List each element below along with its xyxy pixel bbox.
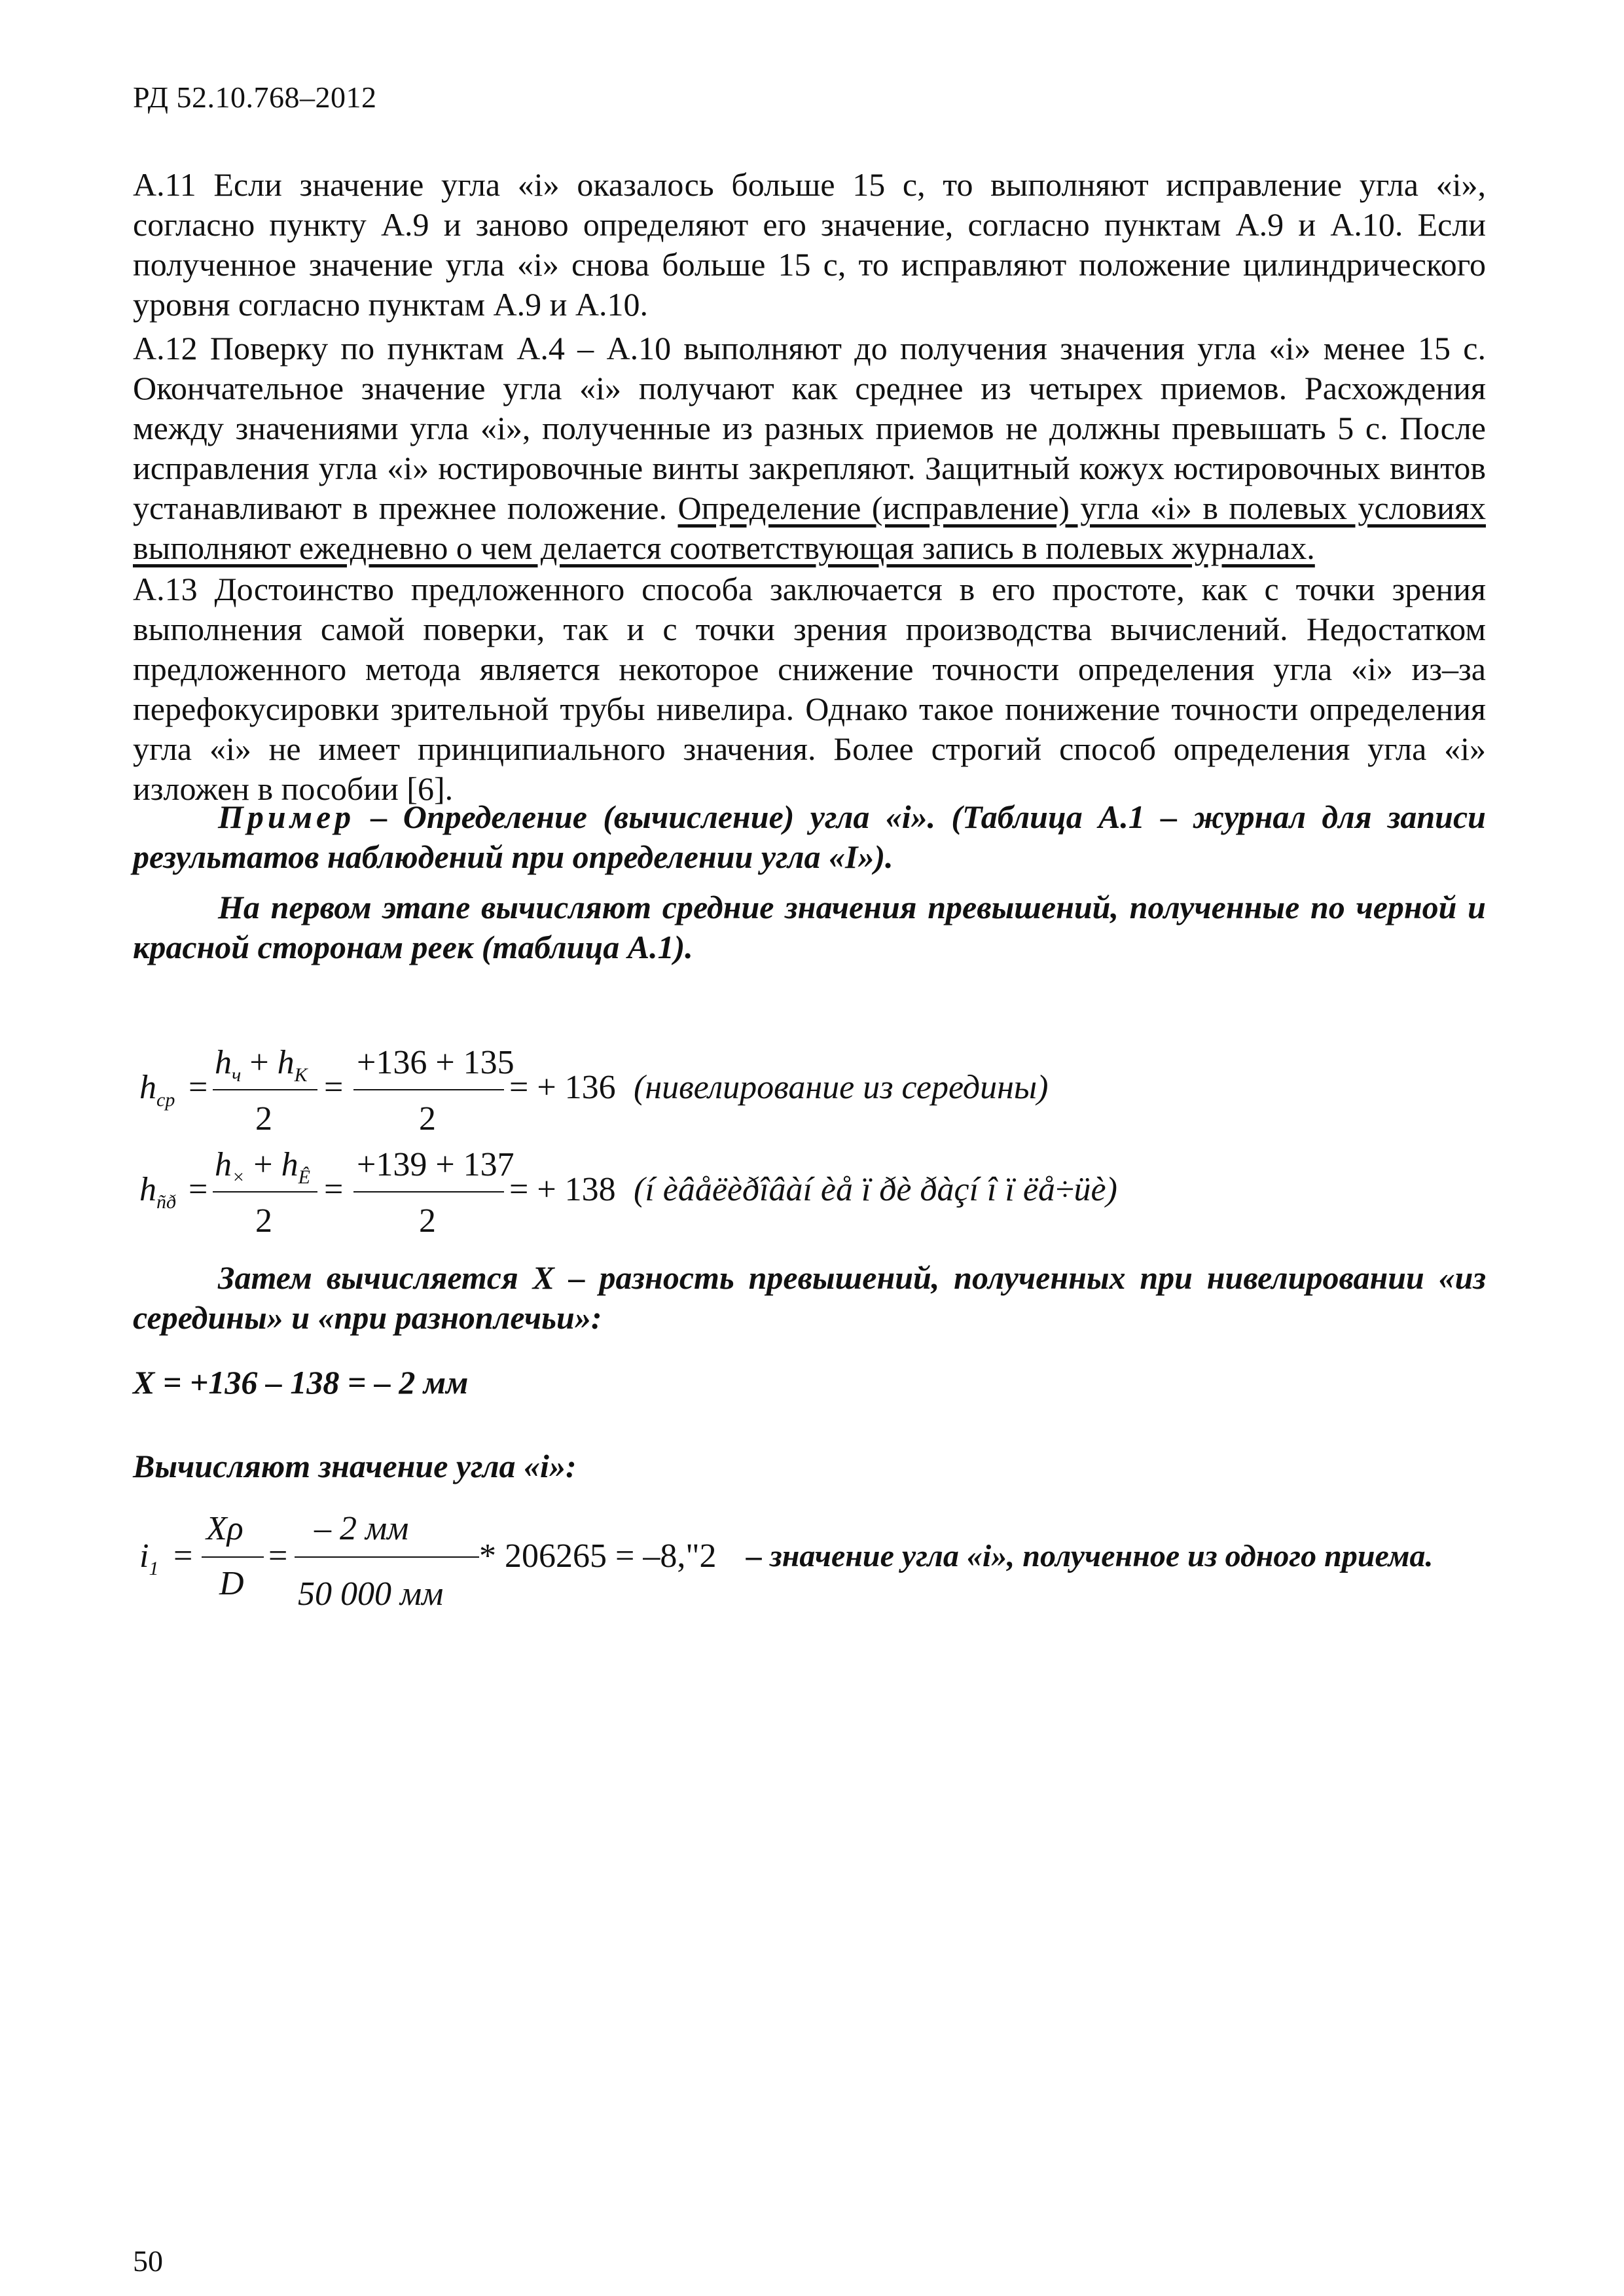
formula-2-values-denominator: 2	[419, 1202, 436, 1240]
formula-3-denominator: D	[219, 1565, 244, 1602]
example-intro	[133, 797, 1486, 877]
formula-1-denominator: 2	[255, 1100, 272, 1138]
formula-2-result: = + 138	[509, 1171, 616, 1208]
example-step1: На первом этапе вычисляют средние значения превышений, полученные по черной и красной сторонам реек (таблица А.1).	[133, 889, 1486, 965]
example-step2: Затем вычисляется Х – разность превышений, полученных при нивелировании «из середины» и «при разноплечьи»:	[133, 1259, 1486, 1336]
document-header: РД 52.10.768–2012	[133, 81, 377, 114]
formula-1-lhs: $h_{ср}$	[139, 1069, 175, 1111]
formula-2-numerator: $h_\times + h_Ê$	[215, 1146, 310, 1188]
paragraph-a13	[133, 569, 1486, 809]
paragraph-a11-text: А.11 Если значение угла «i» оказалось больше 15 с, то выполняют исправление угла «i», согласно пункту А.9 и заново определяют его значение, согласно пунктам А.9 и А.10. Если полученное значение угла «i» снова больше 15 с, то исправляют положение цилиндрического уровня согласно пунктам А.9 и А.10.	[133, 166, 1486, 323]
fraction-line	[295, 1556, 479, 1558]
formula-1-values-denominator: 2	[419, 1100, 436, 1138]
fraction-line	[213, 1089, 317, 1090]
fraction-line	[213, 1191, 317, 1193]
example-label: Пример	[218, 798, 355, 835]
formula-3-numerator: Xρ	[206, 1510, 244, 1547]
formula-1-result: = + 136	[509, 1069, 616, 1106]
example-intro-text: – Определение (вычисление) угла «i». (Таблица А.1 – журнал для записи результатов наблюдений при определении угла «I»).	[133, 798, 1486, 875]
formula-3-comment: – значение угла «i», полученное из одного приема.	[746, 1539, 1434, 1573]
page-number: 50	[133, 2244, 163, 2278]
fraction-line	[202, 1556, 264, 1558]
formula-3-tail: * 206265 = –8,"2	[479, 1537, 717, 1575]
formula-2-note: (í èâåëèðîâàí èå ï ðè ðàçí î ï ëå÷üè)	[634, 1171, 1117, 1208]
x-formula: X = +136 – 138 = – 2 мм	[133, 1364, 469, 1401]
fraction-line	[353, 1191, 504, 1193]
paragraph-a12-text: А.12 Поверку по пунктам А.4 – А.10 выполняют до получения значения угла «i» менее 15 с. Окончательное значение угла «i» получают как среднее из четырех приемов. Расхождения между значениями угла «i», полученные из разных приемов не должны превышать 5 с. После исправления угла «i» юстировочные винты закрепляют. Защитный кожух юстировочных винтов устанавливают в прежнее положение.	[133, 330, 1486, 526]
formula-3-lhs: $i_1$	[139, 1537, 159, 1579]
formula-3-values: – 2 мм	[314, 1510, 409, 1547]
example-step3: Вычисляют значение угла «i»:	[133, 1448, 577, 1484]
formula-3-values-denominator: 50 000 мм	[298, 1575, 444, 1613]
fraction-line	[353, 1089, 504, 1090]
paragraph-a11	[133, 165, 1486, 325]
formula-1-values: +136 + 135	[357, 1044, 514, 1081]
formula-2-denominator: 2	[255, 1202, 272, 1240]
formula-1-numerator: $h_ч + h_К$	[215, 1044, 308, 1086]
paragraph-a12-underlined: Определение (исправление) угла «i» в полевых условиях выполняют ежедневно о чем делается соответствующая запись в полевых журналах.	[133, 490, 1487, 566]
paragraph-a13-text: А.13 Достоинство предложенного способа заключается в его простоте, как с точки зрения выполнения самой поверки, так и с точки зрения производства вычислений. Недостатком предложенного метода является некоторое снижение точности определения угла «i» из–за перефокусировки зрительной трубы нивелира. Однако такое понижение точности определения угла «i» не имеет принципиального значения. Более строгий способ определения угла «i» изложен в пособии [6].	[133, 571, 1486, 807]
paragraph-a12	[133, 329, 1486, 568]
formula-2-lhs: $h_{ñð}$	[139, 1171, 176, 1213]
formula-1-note: (нивелирование из середины)	[634, 1069, 1049, 1106]
formula-2-values: +139 + 137	[357, 1146, 514, 1183]
document-page: РД 52.10.768–2012 А.11 Если значение угла «i» оказалось больше 15 с, то выполняют исправление угла «i», согласно пункту А.9 и заново определяют его значение, согласно пунктам А.9 и А.10. Если полученное значение угла «i» снова больше 15 с, то исправляют положение цилиндрического уровня согласно пунктам А.9 и А.10. А.12 Поверку по пунктам А.4 – А.10 выполняют до получения значения угла «i» менее 15 с. Окончательное значение угла «i» получают как среднее из четырех приемов. Расхождения между значениями угла «i», полученные из разных приемов не должны превышать 5 с. После исправления угла «i» юстировочные винты закрепляют. Защитный кожух юстировочных винтов устанавливают в прежнее положение. Определение (исправление) угла «i» в полевых условиях выполняют ежедневно о чем делается соответствующая запись в полевых журналах. А.13 Достоинство предложенного способа заключается в его простоте, как с точки зрения выполнения самой поверки, так и с точки зрения производства вычислений. Недостатком предложенного метода является некоторое снижение точности определения угла «i» из–за перефокусировки зрительной трубы нивелира. Однако такое понижение точности определения угла «i» не имеет принципиального значения. Более строгий способ определения угла «i» изложен в пособии [6]. Пример – Определение (вычисление) угла «i». (Таблица А.1 – журнал для записи результатов наблюдений при определении угла «I»). На первом этапе вычисляют средние значения превышений, полученные по черной и красной сторонам реек (таблица А.1). $h_{ср}$ = $h_ч + h_К$ 2 = +136 + 135 2 = + 136 (нивелирование из середины) $h_{ñð}$ = $h_\times + h_Ê$ 2 = +139 + 137 2 = + 138 (í èâåëèðîâàí èå ï ðè ðàçí î ï ëå÷üè) Затем вычисляется Х – разность превышений, полученных при нивелировании «из середины» и «при разноплечьи»: X = +136 – 138 = – 2 мм Вычисляют значение угла «i»: $i_1$ = Xρ D = – 2 мм 50 000 мм * 206265 = –8,"2 – значение угла «i», полученное из одного приема. 50	[133, 81, 1487, 2278]
